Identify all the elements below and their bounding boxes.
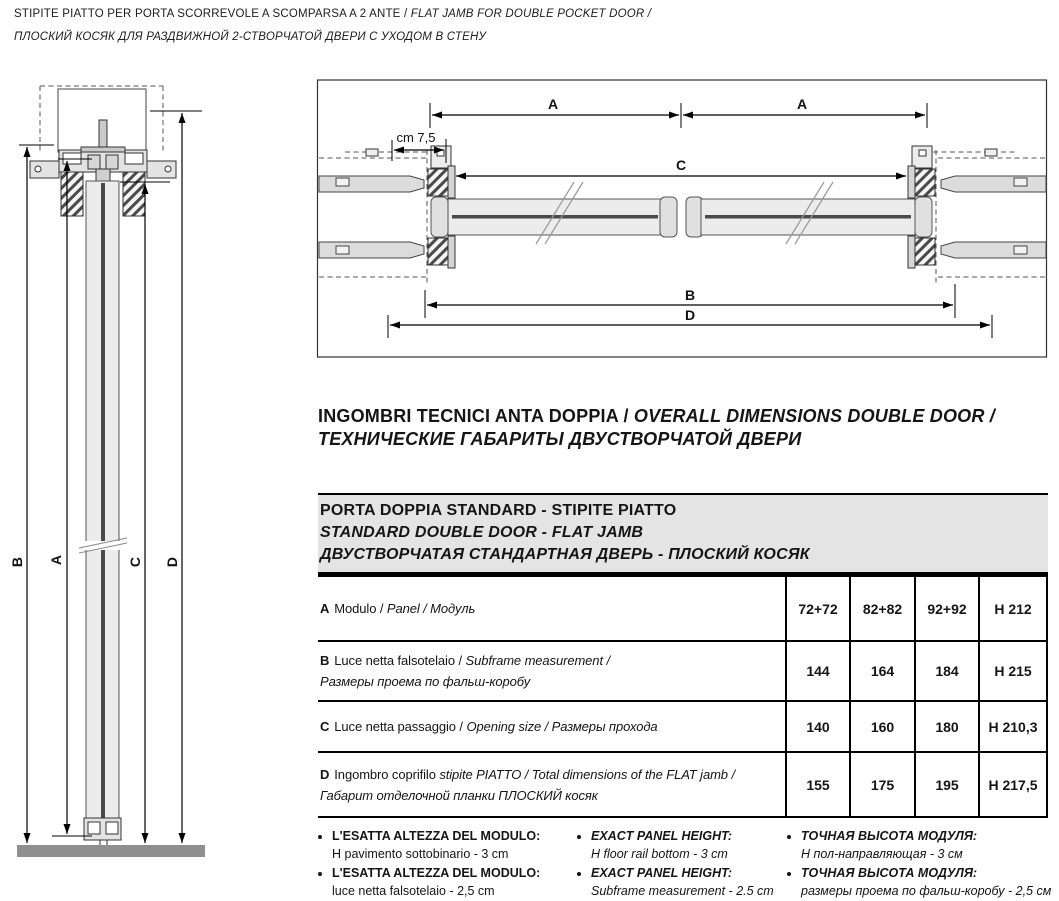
note-item: • ТОЧНАЯ ВЫСОТА МОДУЛЯ: Н пол-направляющая - 3 см — [801, 828, 1059, 862]
dimension-b-vertical — [9, 145, 54, 843]
note-item: • EXACT PANEL HEIGHT: Subframe measurement - 2.5 cm — [591, 865, 791, 899]
heading-ru: ТЕХНИЧЕСКИЕ ГАБАРИТЫ ДВУСТВОРЧАТОЙ ДВЕРИ — [318, 429, 802, 449]
cell-a-2: 82+82 — [849, 577, 914, 640]
table-row-a — [318, 577, 1048, 642]
page-header — [14, 8, 651, 43]
cell-b-2: 164 — [849, 642, 914, 700]
dimension-c-horizontal — [456, 157, 906, 176]
heading-it: INGOMBRI TECNICI ANTA DOPPIA / — [318, 406, 634, 426]
dimension-a-vertical — [48, 159, 92, 836]
row-d-label: D Ingombro coprifilo stipite PIATTO / Total dimensions of the FLAT jamb / Габарит отделочной планки ПЛОСКИЙ косяк — [320, 766, 735, 803]
table-title-ru: ДВУСТВОРЧАТАЯ СТАНДАРТНАЯ ДВЕРЬ - ПЛОСКИЙ КОСЯК — [320, 546, 810, 563]
row-b-label: B Luce netta falsotelaio / Subframe measurement / Размеры проема по фальш-коробу — [320, 653, 610, 689]
note-item: • L'ESATTA ALTEZZA DEL MODULO: luce netta falsotelaio - 2,5 cm — [332, 865, 582, 899]
cell-d-2: 175 — [849, 753, 914, 816]
heading-line1 — [318, 405, 995, 428]
dimension-a-pair — [430, 96, 927, 128]
row-letter: A — [320, 601, 330, 616]
cell-b-1: 144 — [785, 642, 849, 700]
dimension-c-vertical — [120, 182, 170, 843]
floor — [17, 845, 205, 857]
note-item: • L'ESATTA ALTEZZA DEL MODULO: H pavimento sottobinario - 3 cm — [332, 828, 582, 862]
notes-russian — [787, 828, 1059, 901]
heading-en: OVERALL DIMENSIONS DOUBLE DOOR / — [633, 406, 995, 426]
dim-label-a-left: A — [547, 96, 559, 112]
row-a-label: A Modulo / Panel / Модуль — [320, 601, 476, 616]
cell-c-h: H 210,3 — [978, 702, 1048, 751]
cell-c-1: 140 — [785, 702, 849, 751]
dimension-d-horizontal — [388, 307, 992, 338]
cell-d-h: H 217,5 — [978, 753, 1048, 816]
table-title-it: PORTA DOPPIA STANDARD - STIPITE PIATTO — [320, 502, 677, 519]
note-item: • ТОЧНАЯ ВЫСОТА МОДУЛЯ: размеры проема по фальш-коробу - 2,5 см — [801, 865, 1059, 899]
notes-english — [577, 828, 791, 901]
dim-label-a-right: A — [796, 96, 808, 112]
wall-left-upper — [319, 176, 424, 192]
header-title-ru: ПЛОСКИЙ КОСЯК ДЛЯ РАЗДВИЖНОЙ 2-СТВОРЧАТОЙ ДВЕРИ С УХОДОМ В СТЕНУ — [14, 31, 487, 43]
wall-left-lower — [319, 242, 424, 258]
note-item: • EXACT PANEL HEIGHT: H floor rail bottom - 3 cm — [591, 828, 791, 862]
dimensions-table — [318, 493, 1048, 818]
dim-label-a: A — [48, 554, 64, 566]
row-letter: D — [320, 766, 330, 782]
cell-b-h: H 215 — [978, 642, 1048, 700]
dim-label-b: B — [9, 556, 25, 568]
cell-a-1: 72+72 — [785, 577, 849, 640]
panel-end-cap — [660, 197, 677, 237]
notes-italian — [318, 828, 582, 901]
cell-d-3: 195 — [914, 753, 978, 816]
row-c-label: C Luce netta passaggio / Opening size / Размеры прохода — [320, 719, 658, 734]
dimension-d-vertical — [150, 111, 202, 843]
dim-label-c: C — [127, 556, 143, 568]
plan-view-drawing — [315, 76, 1051, 362]
door-panel — [86, 181, 119, 831]
wall-right-upper — [941, 176, 1046, 192]
table-row-c — [318, 702, 1048, 753]
cell-a-3: 92+92 — [914, 577, 978, 640]
dim-label-c: C — [675, 157, 687, 173]
header-title-en: FLAT JAMB FOR DOUBLE POCKET DOOR / — [410, 8, 652, 20]
section-heading — [318, 405, 995, 451]
dim-label-pocket: cm 7,5 — [396, 130, 436, 145]
row-letter: B — [320, 653, 330, 668]
panel-end-cap — [915, 197, 932, 237]
row-letter: C — [320, 719, 330, 734]
cell-b-3: 184 — [914, 642, 978, 700]
dim-label-b: B — [684, 287, 696, 303]
table-header — [318, 493, 1048, 577]
cell-a-h: H 212 — [978, 577, 1048, 640]
table-title-en: STANDARD DOUBLE DOOR - FLAT JAMB — [320, 524, 644, 541]
panel-end-cap — [431, 197, 448, 237]
header-title-it: STIPITE PIATTO PER PORTA SCORREVOLE A SCOMPARSA A 2 ANTE / — [14, 8, 411, 20]
dim-label-d: D — [164, 556, 180, 568]
vertical-section-drawing — [8, 75, 220, 865]
header-line1 — [14, 8, 651, 20]
dim-label-d: D — [684, 307, 696, 323]
door-panels-plan — [431, 197, 932, 237]
table-row-b — [318, 642, 1048, 702]
cell-d-1: 155 — [785, 753, 849, 816]
table-row-d — [318, 753, 1048, 818]
panel-end-cap — [686, 197, 703, 237]
wall-right-lower — [941, 242, 1046, 258]
cell-c-2: 160 — [849, 702, 914, 751]
cell-c-3: 180 — [914, 702, 978, 751]
